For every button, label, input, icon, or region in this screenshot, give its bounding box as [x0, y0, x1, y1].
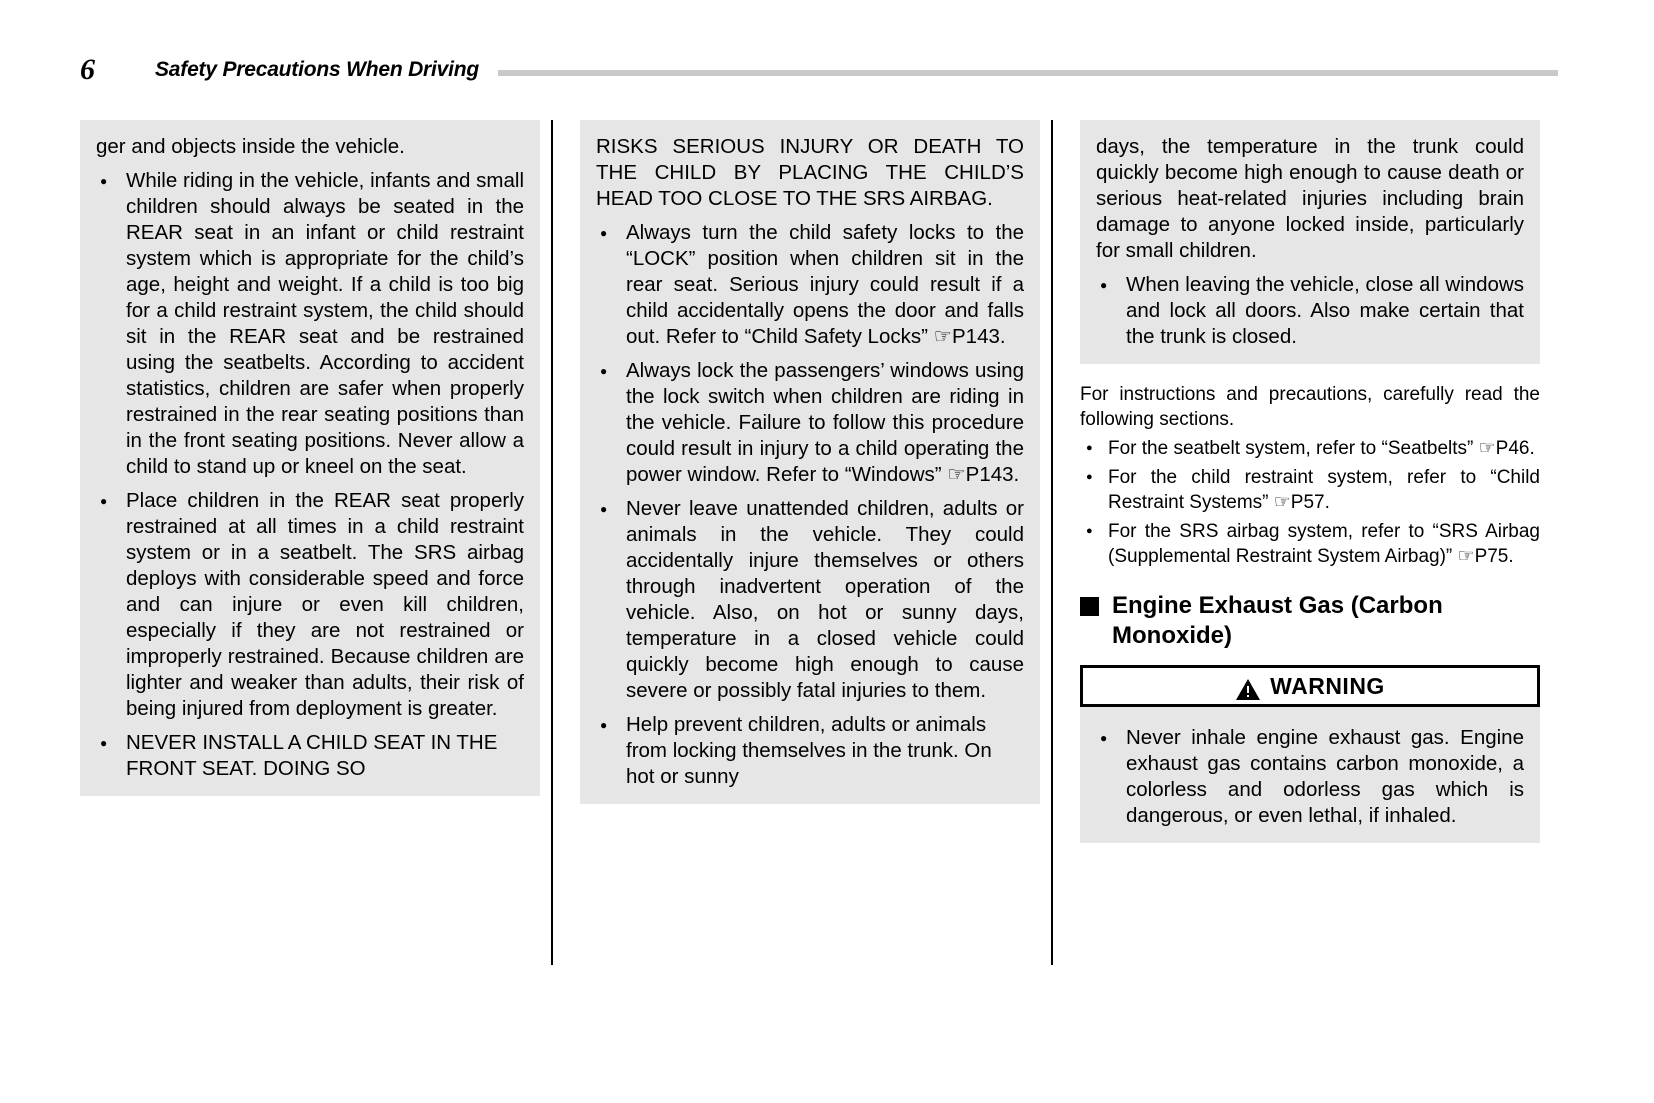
list-item: ● When leaving the vehicle, close all windows and lock all doors. Also make certain that the trunk is closed. [1096, 272, 1524, 350]
warning-triangle-icon [1235, 678, 1261, 701]
column-divider-1 [551, 120, 553, 965]
list-item: ● NEVER INSTALL A CHILD SEAT IN THE FRONT SEAT. DOING SO [96, 730, 524, 782]
page-header [80, 52, 1558, 92]
bullet-list-column-1 [96, 168, 524, 782]
column-1 [80, 120, 540, 796]
list-item: ● Always turn the child safety locks to the “LOCK” position when children sit in the rear seat. Serious injury could result if a child accidentally opens the door and falls out. Refer to “Child Safety Locks” ☞P143. [596, 220, 1024, 350]
reference-list [1080, 436, 1540, 569]
column-divider-2 [1051, 120, 1053, 965]
bullet-list-column-2 [596, 220, 1024, 790]
bullet-list-warning [1096, 725, 1524, 829]
section-heading [1080, 591, 1540, 651]
reference-intro: For instructions and precautions, carefully read the following sections. [1080, 384, 1540, 430]
list-item: ● Place children in the REAR seat properly restrained at all times in a child restraint system or in a seatbelt. The SRS airbag deploys with considerable speed and force and can injure or even kill children, especially if they are not restrained or improperly restrained. Because children are lighter and weaker than adults, their risk of being injured from deployment is greater. [96, 488, 524, 722]
warning-block-engine-exhaust [1080, 707, 1540, 843]
warning-label: WARNING [1270, 672, 1385, 699]
list-item: ● Always lock the passengers’ windows using the lock switch when children are riding in the vehicle. Failure to follow this procedure could result in injury to a child operating the power window. Refer to “Windows” ☞P143. [596, 358, 1024, 488]
section-marker-icon [1080, 597, 1099, 616]
warning-block-column-2 [580, 120, 1040, 804]
warning-block-column-3 [1080, 120, 1540, 364]
warning-block-column-1 [80, 120, 540, 796]
list-item: ● Help prevent children, adults or animals from locking themselves in the trunk. On hot or sunny [596, 712, 1024, 790]
page-title: Safety Precautions When Driving [155, 58, 480, 81]
column-3 [1080, 120, 1540, 843]
list-item: ● For the child restraint system, refer to “Child Restraint Systems” ☞P57. [1080, 465, 1540, 515]
column-2 [580, 120, 1040, 804]
continuation-text: days, the temperature in the trunk could quickly become high enough to cause death or serious heat-related injuries including brain damage to anyone locked inside, particularly for small children. [1096, 135, 1524, 262]
bullet-list-column-3 [1096, 272, 1524, 350]
list-item: ● Never inhale engine exhaust gas. Engine exhaust gas contains carbon monoxide, a colorless and odorless gas which is dangerous, or even lethal, if inhaled. [1096, 725, 1524, 829]
continuation-text: RISKS SERIOUS INJURY OR DEATH TO THE CHILD BY PLACING THE CHILD’S HEAD TOO CLOSE TO THE SRS AIRBAG. [596, 135, 1024, 210]
continuation-text: ger and objects inside the vehicle. [96, 135, 405, 158]
reference-section [1080, 382, 1540, 569]
list-item: ● For the seatbelt system, refer to “Seatbelts” ☞P46. [1080, 436, 1540, 461]
page-number: 6 [80, 53, 95, 86]
warning-banner [1080, 665, 1540, 707]
list-item: ● Never leave unattended children, adults or animals in the vehicle. They could accidentally injure themselves or others through inadvertent operation of the vehicle. Also, on hot or sunny days, temperature in a closed vehicle could quickly become high enough to cause severe or possibly fatal injuries to them. [596, 496, 1024, 704]
section-heading-label: Engine Exhaust Gas (Carbon Monoxide) [1112, 592, 1443, 649]
header-rule [498, 70, 1558, 76]
list-item: ● While riding in the vehicle, infants and small children should always be seated in the REAR seat in an infant or child restraint system which is appropriate for the child’s age, height and weight. If a child is too big for a child restraint system, the child should sit in the REAR seat and be restrained using the seatbelts. According to accident statistics, children are safer when properly restrained in the rear seating positions than in the front seating positions. Never allow a child to stand up or kneel on the seat. [96, 168, 524, 480]
list-item: ● For the SRS airbag system, refer to “SRS Airbag (Supplemental Restraint System Airbag)” ☞P75. [1080, 519, 1540, 569]
